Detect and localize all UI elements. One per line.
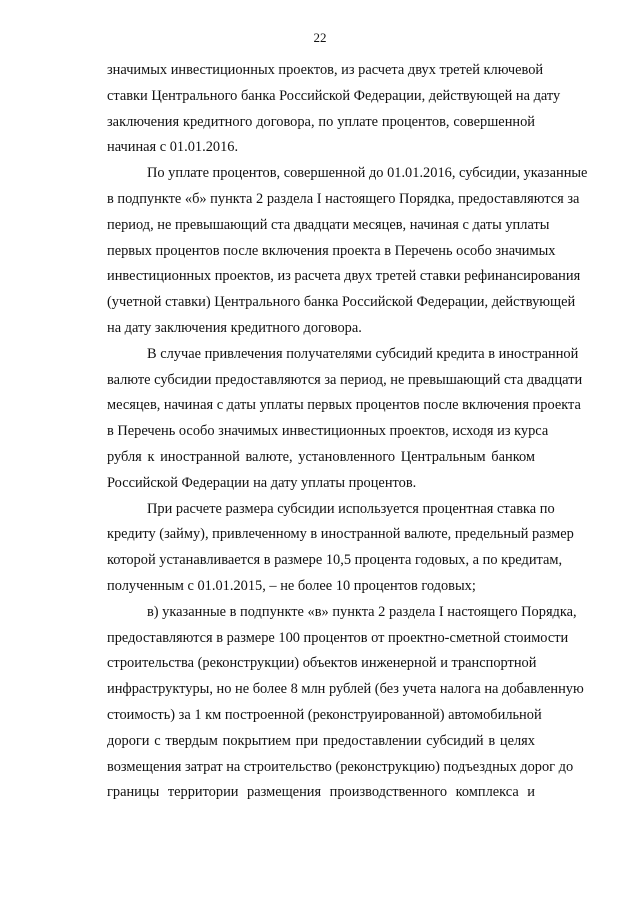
paragraph-line: месяцев, начиная с даты уплаты первых процентов после включения проекта xyxy=(107,397,581,414)
paragraph-line: на дату заключения кредитного договора. xyxy=(107,319,362,336)
paragraph-line: в подпункте «б» пункта 2 раздела I настоящего Порядка, предоставляются за xyxy=(107,190,580,207)
paragraph-line: значимых инвестиционных проектов, из расчета двух третей ключевой xyxy=(107,62,544,78)
paragraph-line: ставки Центрального банка Российской Федерации, действующей на дату xyxy=(107,87,561,104)
paragraph-line: которой устанавливается в размере 10,5 процента годовых, а по кредитам, xyxy=(107,552,563,569)
paragraph xyxy=(107,58,561,161)
paragraph-line: первых процентов после включения проекта в Перечень особо значимых xyxy=(107,242,556,259)
paragraph-line: По уплате процентов, совершенной до 01.01.2016, субсидии, указанные xyxy=(147,165,588,182)
paragraph-line: полученным с 01.01.2015, – не более 10 процентов годовых; xyxy=(107,577,476,594)
paragraph-line: валюте субсидии предоставляются за период, не превышающий ста двадцати xyxy=(107,371,583,388)
paragraph xyxy=(107,600,584,806)
paragraph xyxy=(107,497,574,600)
paragraph-line: дороги с твердым покрытием при предоставлении субсидий в целях xyxy=(107,732,535,749)
document-body xyxy=(107,58,588,806)
paragraph-line: стоимость) за 1 км построенной (реконструированной) автомобильной xyxy=(107,706,542,723)
paragraph-line: кредиту (займу), привлеченному в иностранной валюте, предельный размер xyxy=(107,526,574,543)
paragraph-line: Российской Федерации на дату уплаты процентов. xyxy=(107,474,417,491)
paragraph-line: строительства (реконструкции) объектов инженерной и транспортной xyxy=(107,655,537,672)
paragraph-line: В случае привлечения получателями субсидий кредита в иностранной xyxy=(147,345,579,362)
paragraph-line: границы территории размещения производственного комплекса и xyxy=(107,784,535,801)
paragraph-line: (учетной ставки) Центрального банка Российской Федерации, действующей xyxy=(107,294,576,311)
paragraph-line: в Перечень особо значимых инвестиционных проектов, исходя из курса xyxy=(107,423,549,440)
page-number: 22 xyxy=(313,30,327,45)
paragraph-line: начиная с 01.01.2016. xyxy=(107,139,239,156)
paragraph-line: инвестиционных проектов, из расчета двух третей ставки рефинансирования xyxy=(107,268,581,285)
paragraph-line: рубля к иностранной валюте, установленного Центральным банком xyxy=(107,448,535,465)
paragraph-line: заключения кредитного договора, по уплате процентов, совершенной xyxy=(107,113,535,130)
paragraph-line: предоставляются в размере 100 процентов от проектно-сметной стоимости xyxy=(107,629,569,646)
paragraph-line: возмещения затрат на строительство (реконструкцию) подъездных дорог до xyxy=(107,758,574,775)
paragraph-line: При расчете размера субсидии используется процентная ставка по xyxy=(147,500,555,517)
paragraph xyxy=(107,342,583,497)
paragraph xyxy=(107,161,588,342)
paragraph-line: период, не превышающий ста двадцати месяцев, начиная с даты уплаты xyxy=(107,216,550,233)
paragraph-line: инфраструктуры, но не более 8 млн рублей (без учета налога на добавленную xyxy=(107,681,584,698)
paragraph-line: в) указанные в подпункте «в» пункта 2 раздела I настоящего Порядка, xyxy=(147,603,577,620)
